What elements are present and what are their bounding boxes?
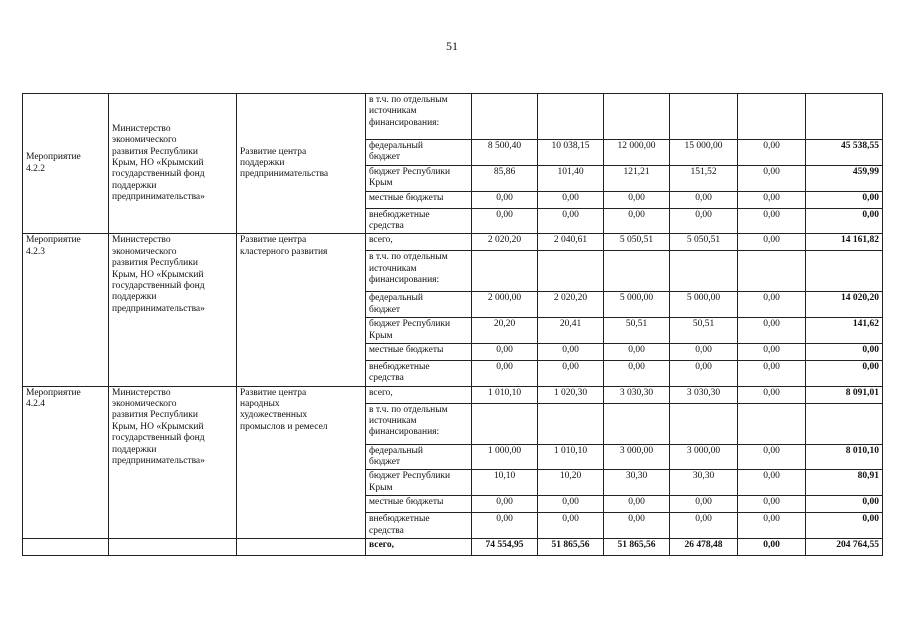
value-cell: 10,20 <box>538 470 604 496</box>
value-cell: 0,00 <box>472 496 538 513</box>
value-cell <box>670 251 738 292</box>
value-cell: 0,00 <box>738 191 806 208</box>
value-cell: 0,00 <box>738 444 806 470</box>
grand-total-value: 0,00 <box>738 539 806 556</box>
value-cell <box>472 403 538 444</box>
grand-total-row <box>23 539 883 556</box>
value-cell: 0,00 <box>670 513 738 539</box>
value-cell: 0,00 <box>472 513 538 539</box>
value-cell: 2 040,61 <box>538 234 604 251</box>
value-cell: 50,51 <box>604 318 670 344</box>
value-cell: 0,00 <box>738 292 806 318</box>
empty-cell <box>109 539 237 556</box>
value-cell: 0,00 <box>670 360 738 386</box>
value-cell: 0,00 <box>604 360 670 386</box>
description-cell: Развитие центра народных художественных промыслов и ремесел <box>237 386 366 538</box>
total-value-cell: 0,00 <box>806 208 883 234</box>
value-cell: 121,21 <box>604 165 670 191</box>
value-cell: 0,00 <box>738 318 806 344</box>
value-cell: 0,00 <box>472 360 538 386</box>
category-cell: федеральный бюджет <box>366 292 472 318</box>
value-cell: 0,00 <box>738 140 806 166</box>
value-cell: 20,41 <box>538 318 604 344</box>
value-cell <box>670 94 738 140</box>
executor-cell: Министерство экономического развития Республики Крым, НО «Крымский государственный фонд поддержки предпринимательства» <box>109 386 237 538</box>
measure-cell: Мероприятие 4.2.3 <box>23 234 109 386</box>
total-value-cell <box>806 251 883 292</box>
table-row <box>23 234 883 251</box>
total-value-cell: 8 010,10 <box>806 444 883 470</box>
value-cell: 0,00 <box>738 386 806 403</box>
grand-total-label: всего, <box>366 539 472 556</box>
total-value-cell: 459,99 <box>806 165 883 191</box>
value-cell <box>604 94 670 140</box>
value-cell <box>604 251 670 292</box>
total-value-cell: 0,00 <box>806 496 883 513</box>
value-cell: 15 000,00 <box>670 140 738 166</box>
value-cell: 0,00 <box>472 343 538 360</box>
value-cell: 3 000,00 <box>604 444 670 470</box>
total-value-cell: 80,91 <box>806 470 883 496</box>
category-cell: внебюджетные средства <box>366 513 472 539</box>
total-value-cell: 8 091,01 <box>806 386 883 403</box>
page-number: 51 <box>446 39 458 53</box>
value-cell: 1 010,10 <box>472 386 538 403</box>
value-cell: 151,52 <box>670 165 738 191</box>
category-cell: бюджет Республики Крым <box>366 318 472 344</box>
value-cell: 0,00 <box>670 343 738 360</box>
value-cell: 3 000,00 <box>670 444 738 470</box>
category-cell: бюджет Республики Крым <box>366 165 472 191</box>
category-cell: всего, <box>366 234 472 251</box>
funding-table <box>22 93 883 556</box>
grand-total-value: 51 865,56 <box>538 539 604 556</box>
value-cell: 30,30 <box>604 470 670 496</box>
value-cell: 1 020,30 <box>538 386 604 403</box>
total-value-cell: 45 538,55 <box>806 140 883 166</box>
value-cell: 0,00 <box>604 191 670 208</box>
total-value-cell: 141,62 <box>806 318 883 344</box>
value-cell: 0,00 <box>670 191 738 208</box>
value-cell: 0,00 <box>604 208 670 234</box>
value-cell: 10,10 <box>472 470 538 496</box>
total-value-cell: 0,00 <box>806 513 883 539</box>
category-cell: местные бюджеты <box>366 343 472 360</box>
measure-cell: Мероприятие 4.2.2 <box>23 94 109 234</box>
value-cell: 12 000,00 <box>604 140 670 166</box>
value-cell: 0,00 <box>738 513 806 539</box>
value-cell: 20,20 <box>472 318 538 344</box>
value-cell: 2 020,20 <box>472 234 538 251</box>
value-cell: 0,00 <box>738 496 806 513</box>
value-cell: 0,00 <box>670 208 738 234</box>
executor-cell: Министерство экономического развития Республики Крым, НО «Крымский государственный фонд поддержки предпринимательства» <box>109 94 237 234</box>
value-cell: 0,00 <box>472 208 538 234</box>
description-cell: Развитие центра поддержки предпринимательства <box>237 94 366 234</box>
table-body <box>23 94 883 556</box>
table-row <box>23 94 883 140</box>
value-cell: 0,00 <box>538 496 604 513</box>
value-cell: 0,00 <box>538 191 604 208</box>
value-cell: 0,00 <box>738 208 806 234</box>
total-value-cell: 0,00 <box>806 360 883 386</box>
category-cell: внебюджетные средства <box>366 208 472 234</box>
value-cell: 3 030,30 <box>670 386 738 403</box>
value-cell: 0,00 <box>538 208 604 234</box>
value-cell <box>538 403 604 444</box>
value-cell: 0,00 <box>738 470 806 496</box>
value-cell: 85,86 <box>472 165 538 191</box>
value-cell: 101,40 <box>538 165 604 191</box>
value-cell: 5 050,51 <box>604 234 670 251</box>
measure-cell: Мероприятие 4.2.4 <box>23 386 109 538</box>
value-cell: 0,00 <box>604 343 670 360</box>
total-value-cell: 14 161,82 <box>806 234 883 251</box>
category-cell: федеральный бюджет <box>366 140 472 166</box>
value-cell: 1 010,10 <box>538 444 604 470</box>
value-cell: 0,00 <box>538 360 604 386</box>
value-cell <box>538 94 604 140</box>
value-cell: 50,51 <box>670 318 738 344</box>
value-cell: 5 000,00 <box>670 292 738 318</box>
value-cell: 0,00 <box>738 343 806 360</box>
category-cell: в т.ч. по отдельным источникам финансирования: <box>366 403 472 444</box>
value-cell: 0,00 <box>738 165 806 191</box>
total-value-cell <box>806 94 883 140</box>
executor-cell: Министерство экономического развития Республики Крым, НО «Крымский государственный фонд поддержки предпринимательства» <box>109 234 237 386</box>
category-cell: в т.ч. по отдельным источникам финансирования: <box>366 251 472 292</box>
value-cell: 10 038,15 <box>538 140 604 166</box>
value-cell <box>472 251 538 292</box>
value-cell: 0,00 <box>604 513 670 539</box>
value-cell: 1 000,00 <box>472 444 538 470</box>
value-cell: 0,00 <box>738 360 806 386</box>
category-cell: в т.ч. по отдельным источникам финансирования: <box>366 94 472 140</box>
description-cell: Развитие центра кластерного развития <box>237 234 366 386</box>
value-cell: 5 000,00 <box>604 292 670 318</box>
category-cell: федеральный бюджет <box>366 444 472 470</box>
grand-total-value: 51 865,56 <box>604 539 670 556</box>
value-cell: 0,00 <box>538 513 604 539</box>
value-cell: 0,00 <box>604 496 670 513</box>
value-cell: 8 500,40 <box>472 140 538 166</box>
total-value-cell: 0,00 <box>806 343 883 360</box>
value-cell <box>738 403 806 444</box>
category-cell: внебюджетные средства <box>366 360 472 386</box>
value-cell <box>670 403 738 444</box>
total-value-cell: 0,00 <box>806 191 883 208</box>
value-cell: 30,30 <box>670 470 738 496</box>
empty-cell <box>237 539 366 556</box>
category-cell: местные бюджеты <box>366 191 472 208</box>
category-cell: всего, <box>366 386 472 403</box>
value-cell: 5 050,51 <box>670 234 738 251</box>
category-cell: местные бюджеты <box>366 496 472 513</box>
value-cell: 3 030,30 <box>604 386 670 403</box>
value-cell <box>738 94 806 140</box>
value-cell: 0,00 <box>738 234 806 251</box>
value-cell <box>604 403 670 444</box>
empty-cell <box>23 539 109 556</box>
grand-total-value: 74 554,95 <box>472 539 538 556</box>
value-cell: 2 020,20 <box>538 292 604 318</box>
grand-total-value: 204 764,55 <box>806 539 883 556</box>
grand-total-value: 26 478,48 <box>670 539 738 556</box>
value-cell: 2 000,00 <box>472 292 538 318</box>
category-cell: бюджет Республики Крым <box>366 470 472 496</box>
value-cell: 0,00 <box>472 191 538 208</box>
table-row <box>23 386 883 403</box>
total-value-cell <box>806 403 883 444</box>
value-cell <box>472 94 538 140</box>
total-value-cell: 14 020,20 <box>806 292 883 318</box>
value-cell <box>738 251 806 292</box>
value-cell: 0,00 <box>538 343 604 360</box>
value-cell <box>538 251 604 292</box>
value-cell: 0,00 <box>670 496 738 513</box>
